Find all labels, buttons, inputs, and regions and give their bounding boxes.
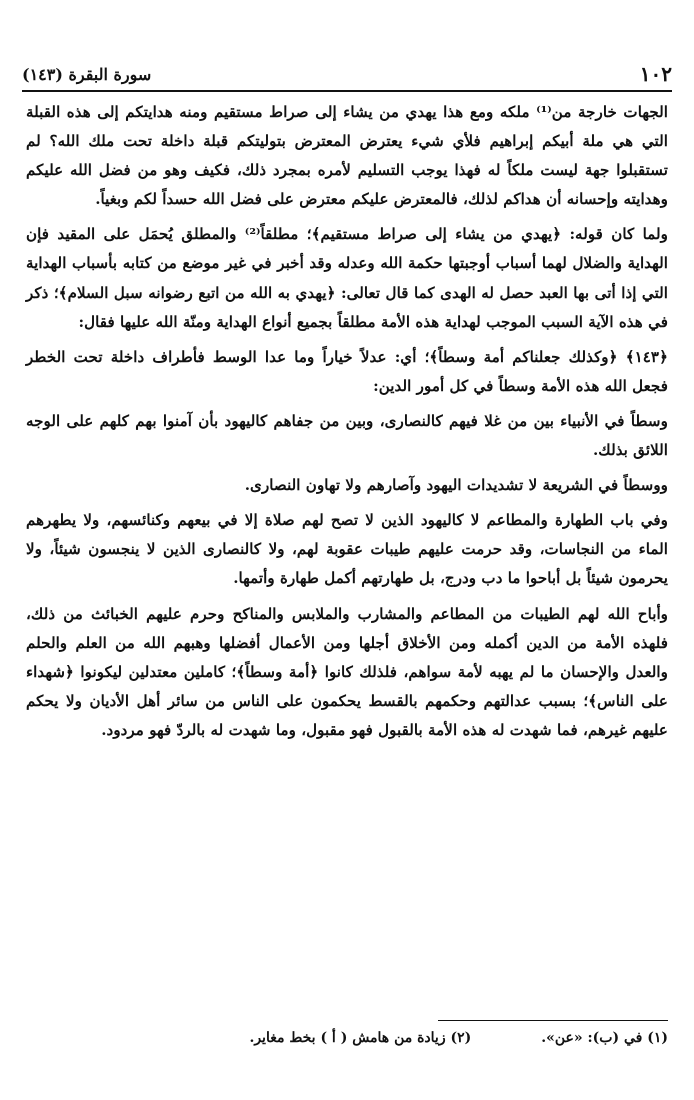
paragraph-verse-143: ﴿١٤٣﴾ ﴿وكذلك جعلناكم أمة وسطاً﴾؛ أي: عدلاً خياراً وما عدا الوسط فأطراف داخلة تحت الخطر فجعل الله هذه الأمة وسطاً في كل أمور الدين: [26, 347, 668, 395]
footnotes [26, 1030, 668, 1046]
main-text [26, 98, 668, 751]
page-header [22, 58, 672, 90]
surah-title: سورة البقرة (١٤٣) [22, 64, 152, 84]
footnote-1: (١) في (ب): «عن». [541, 1030, 668, 1046]
page-number: ١٠٢ [639, 62, 672, 86]
paragraph-purity: وفي باب الطهارة والمطاعم لا كاليهود الذين لا تصح لهم صلاة إلا في بيعهم وكنائسهم، ولا يطهرهم الماء من النجاسات، وقد حرمت عليهم طيبات عقوبة لهم، ولا كالنصارى الذين لا ينجسون شيئاً، ولا يحرمون شيئاً بل أباحوا ما دب ودرج، بل طهارتهم أكمل طهارة وأتمها. [26, 511, 668, 588]
paragraph-2: ولما كان قوله: ﴿يهدي من يشاء إلى صراط مستقيم﴾؛ مطلقاً⁽²⁾ والمطلق يُحمَل على المقيد فإن الهداية والضلال لهما أسباب أوجبتها حكمة الله وعدله وقد أخبر في غير موضع من كتابه بأسباب الهداية التي إذا أتى بها العبد حصل له الهدى كما قال تعالى: ﴿يهدي به الله من اتبع رضوانه سبل السلام﴾؛ ذكر في هذه الآية السبب الموجب لهداية هذه الأمة مطلقاً بجميع أنواع الهداية ومنّة الله عليها فقال: [26, 225, 668, 331]
paragraph-1: الجهات خارجة من⁽¹⁾ ملكه ومع هذا يهدي من يشاء إلى صراط مستقيم ومنه هدايتكم إلى هذه القبلة التي هي ملة أبيكم إبراهيم فلأي شيء يعترض المعترض بتوليتكم قبلة داخلة تحت ملك الله؟ لم تستقبلوا جهة ليست ملكاً له فهذا يوجب التسليم لأمره بمجرد ذلك، فكيف وهو من فضل الله عليكم وهدايته وإحسانه أن هداكم لذلك، فالمعترض عليكم معترض على فضل الله حسداً لكم وبغياً. [26, 103, 668, 209]
paragraph-sharia: ووسطاً في الشريعة لا تشديدات اليهود وآصارهم ولا تهاون النصارى. [244, 476, 668, 495]
header-divider [22, 90, 672, 92]
footnote-2: (٢) زيادة من هامش ( أ ) بخط مغاير. [249, 1030, 472, 1046]
paragraph-good-things: وأباح الله لهم الطيبات من المطاعم والمشارب والملابس والمناكح وحرم عليهم الخبائث من ذلك، فلهذه الأمة من الدين أكمله ومن الأخلاق أجلها ومن الأعمال أفضلها وهبهم الله من العلم والحلم والعدل والإحسان ما لم يهبه لأمة سواهم، فلذلك كانوا ﴿أمة وسطاً﴾؛ كاملين معتدلين ليكونوا ﴿شهداء على الناس﴾؛ بسبب عدالتهم وحكمهم بالقسط يحكمون على الناس من سائر أهل الأديان ولا يحكم عليهم غيرهم، فما شهدت له هذه الأمة بالقبول فهو مقبول، وما شهدت له بالردّ فهو مردود. [26, 604, 668, 739]
paragraph-prophets: وسطاً في الأنبياء بين من غلا فيهم كالنصارى، وبين من جفاهم كاليهود بأن آمنوا بهم كلهم على الوجه اللائق بذلك. [26, 411, 668, 460]
footnote-divider [438, 1020, 668, 1021]
